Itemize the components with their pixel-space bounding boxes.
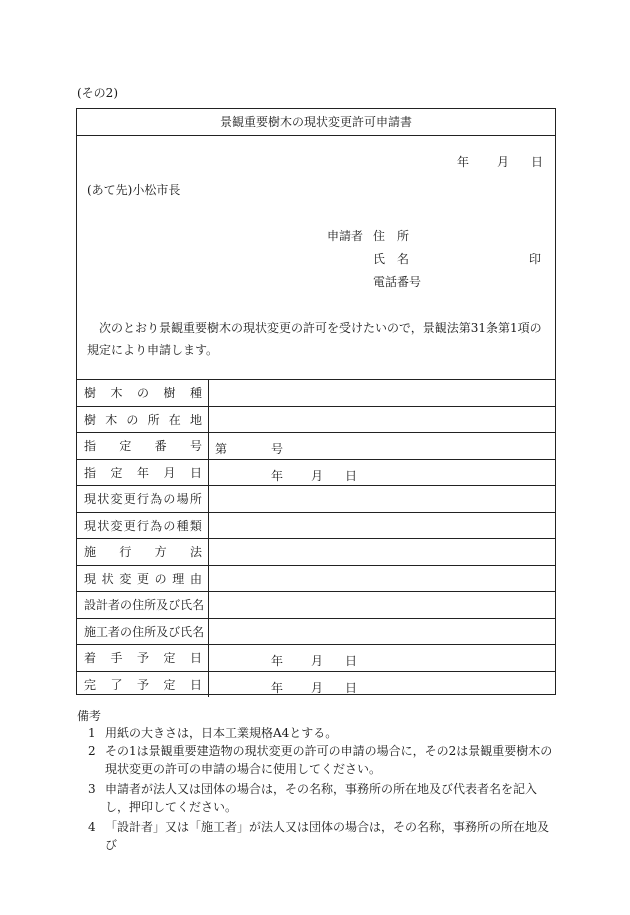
form-row-value[interactable]: [209, 592, 555, 618]
form-row: [77, 512, 555, 539]
remark-number: 3: [88, 782, 96, 796]
label-char: 計: [96, 598, 109, 613]
applicant-label: 申請者: [327, 229, 364, 243]
label-char: 及: [156, 624, 169, 639]
form-row-label: [77, 645, 209, 671]
form-row-label: [77, 592, 209, 618]
form-row-label: [77, 672, 209, 698]
form-row-value[interactable]: [209, 486, 555, 512]
application-statement: 次のとおり景観重要樹木の現状変更の許可を受けたいので，景観法第31条第1項の規定により申請します。: [87, 321, 542, 357]
label-char: 指: [84, 465, 97, 480]
label-char: 更: [136, 571, 149, 586]
remark-item: [88, 818, 558, 854]
label-char: 為: [150, 492, 163, 507]
label-char: び: [168, 598, 181, 613]
form-row: [77, 565, 555, 592]
day-label: 日: [345, 654, 358, 668]
label-char: の: [163, 518, 176, 533]
form-grid: [77, 379, 555, 697]
label-char: 工: [96, 624, 109, 639]
month-label: 月: [311, 654, 324, 668]
form-row-value[interactable]: [209, 433, 555, 459]
seal-label: 印: [529, 252, 542, 266]
date-day-label: 日: [531, 155, 544, 169]
label-char: 日: [189, 465, 202, 480]
label-char: 施: [84, 545, 97, 560]
form-row: [77, 671, 555, 698]
month-label: 月: [311, 468, 324, 483]
form-row-label: [77, 539, 209, 565]
form-row-value[interactable]: [209, 539, 555, 565]
label-char: 状: [101, 571, 114, 586]
application-form: [76, 108, 556, 695]
form-row: [77, 538, 555, 565]
form-row: [77, 618, 555, 645]
label-char: 木: [105, 412, 118, 427]
label-char: 定: [110, 465, 123, 480]
label-char: 日: [189, 651, 202, 666]
label-char: 地: [189, 412, 202, 427]
label-char: 樹: [84, 412, 97, 427]
label-char: の: [120, 598, 133, 613]
label-char: 法: [189, 545, 202, 560]
form-number-note: (その2): [77, 86, 118, 100]
label-char: 所: [144, 624, 157, 639]
label-char: 日: [189, 677, 202, 692]
label-char: 予: [136, 677, 149, 692]
label-char: 変: [110, 518, 123, 533]
year-label: 年: [271, 654, 284, 668]
label-char: 理: [172, 571, 185, 586]
form-row: [77, 485, 555, 512]
label-char: 了: [110, 677, 123, 692]
form-row-value[interactable]: [209, 566, 555, 592]
day-label: 日: [345, 468, 358, 483]
label-char: 者: [108, 624, 121, 639]
label-char: 方: [154, 545, 167, 560]
label-char: 所: [144, 598, 157, 613]
form-row-label: [77, 407, 209, 433]
remark-text: 用紙の大きさは，日本工業規格A4とする。: [105, 726, 338, 740]
form-row-label: [77, 566, 209, 592]
label-char: 定: [163, 677, 176, 692]
form-row-value[interactable]: [209, 380, 555, 406]
label-char: 更: [123, 518, 136, 533]
label-char: の: [163, 492, 176, 507]
form-row-label: [77, 380, 209, 406]
label-char: 現: [84, 518, 97, 533]
label-char: 変: [110, 492, 123, 507]
label-char: 在: [168, 412, 181, 427]
label-char: 着: [84, 651, 97, 666]
label-char: 指: [84, 439, 97, 454]
label-char: 名: [192, 624, 205, 639]
label-char: 由: [189, 571, 202, 586]
label-char: び: [168, 624, 181, 639]
label-char: 為: [150, 518, 163, 533]
label-char: の: [120, 624, 133, 639]
form-row-value[interactable]: [209, 407, 555, 433]
remark-text: その1は景観重要建造物の現状変更の許可の申請の場合に，その2は景観重要樹木の現状変更の許可の申請の場合に使用してください。: [105, 744, 553, 776]
form-row-label: [77, 619, 209, 645]
label-char: 氏: [180, 624, 193, 639]
label-char: 行: [119, 545, 132, 560]
label-char: 場: [176, 492, 189, 507]
phone-label: 電話番号: [373, 275, 422, 289]
form-row-value[interactable]: [209, 513, 555, 539]
form-row: [77, 379, 555, 406]
form-row: [77, 459, 555, 486]
label-char: 現: [84, 571, 97, 586]
label-char: 月: [163, 465, 176, 480]
label-char: 木: [110, 386, 123, 401]
address-label: 住 所: [373, 229, 410, 243]
label-char: 氏: [180, 598, 193, 613]
label-char: 番: [154, 439, 167, 454]
remark-text: 申請者が法人又は団体の場合は，その名称，事務所の所在地及び代表者名を記入し，押印してください。: [105, 782, 538, 814]
label-char: 定: [119, 439, 132, 454]
name-label: 氏 名: [373, 252, 410, 266]
label-char: 変: [119, 571, 132, 586]
month-label: 月: [311, 680, 324, 695]
form-row-value[interactable]: [209, 672, 555, 698]
label-char: 名: [192, 598, 205, 613]
label-char: 行: [136, 518, 149, 533]
date-month-label: 月: [497, 155, 510, 169]
form-row: [77, 644, 555, 671]
label-char: の: [136, 386, 149, 401]
form-title: 景観重要樹木の現状変更許可申請書: [77, 109, 555, 136]
label-char: 状: [97, 518, 110, 533]
remark-number: 1: [88, 726, 96, 740]
form-row-label: [77, 486, 209, 512]
form-row: [77, 432, 555, 459]
label-char: 者: [108, 598, 121, 613]
remarks-heading: 備考: [77, 709, 102, 723]
label-char: 住: [132, 598, 145, 613]
label-char: 現: [84, 492, 97, 507]
label-char: 類: [189, 518, 202, 533]
label-char: 施: [84, 624, 97, 639]
number-prefix: 第: [215, 442, 228, 456]
year-label: 年: [271, 680, 284, 695]
label-char: の: [154, 571, 167, 586]
remark-text: 「設計者」又は「施工者」が法人又は団体の場合は，その名称，事務所の所在地及び: [105, 820, 550, 852]
addressee: (あて先)小松市長: [87, 183, 181, 197]
remark-number: 4: [88, 820, 96, 834]
year-label: 年: [271, 468, 284, 483]
label-char: 住: [132, 624, 145, 639]
form-row-value[interactable]: [209, 645, 555, 671]
label-char: 設: [84, 598, 97, 613]
label-char: 予: [136, 651, 149, 666]
form-row-label: [77, 513, 209, 539]
label-char: 定: [163, 651, 176, 666]
date-year-label: 年: [457, 155, 470, 169]
label-char: 所: [189, 492, 202, 507]
form-row-value[interactable]: [209, 619, 555, 645]
label-char: 樹: [163, 386, 176, 401]
remark-item: [88, 742, 558, 778]
label-char: 手: [110, 651, 123, 666]
label-char: 状: [97, 492, 110, 507]
remark-item: [88, 724, 558, 742]
form-row-value[interactable]: [209, 460, 555, 486]
form-row: [77, 591, 555, 618]
number-suffix: 号: [271, 442, 284, 456]
label-char: 樹: [84, 386, 97, 401]
label-char: 更: [123, 492, 136, 507]
label-char: の: [126, 412, 139, 427]
label-char: 完: [84, 677, 97, 692]
label-char: 行: [136, 492, 149, 507]
form-row: [77, 406, 555, 433]
label-char: 年: [136, 465, 149, 480]
form-row-label: [77, 433, 209, 459]
label-char: 所: [147, 412, 160, 427]
remark-number: 2: [88, 744, 96, 758]
form-row-label: [77, 460, 209, 486]
day-label: 日: [345, 680, 358, 695]
label-char: 号: [189, 439, 202, 454]
label-char: 及: [156, 598, 169, 613]
remark-item: [88, 780, 558, 816]
label-char: 種: [189, 386, 202, 401]
label-char: 種: [176, 518, 189, 533]
